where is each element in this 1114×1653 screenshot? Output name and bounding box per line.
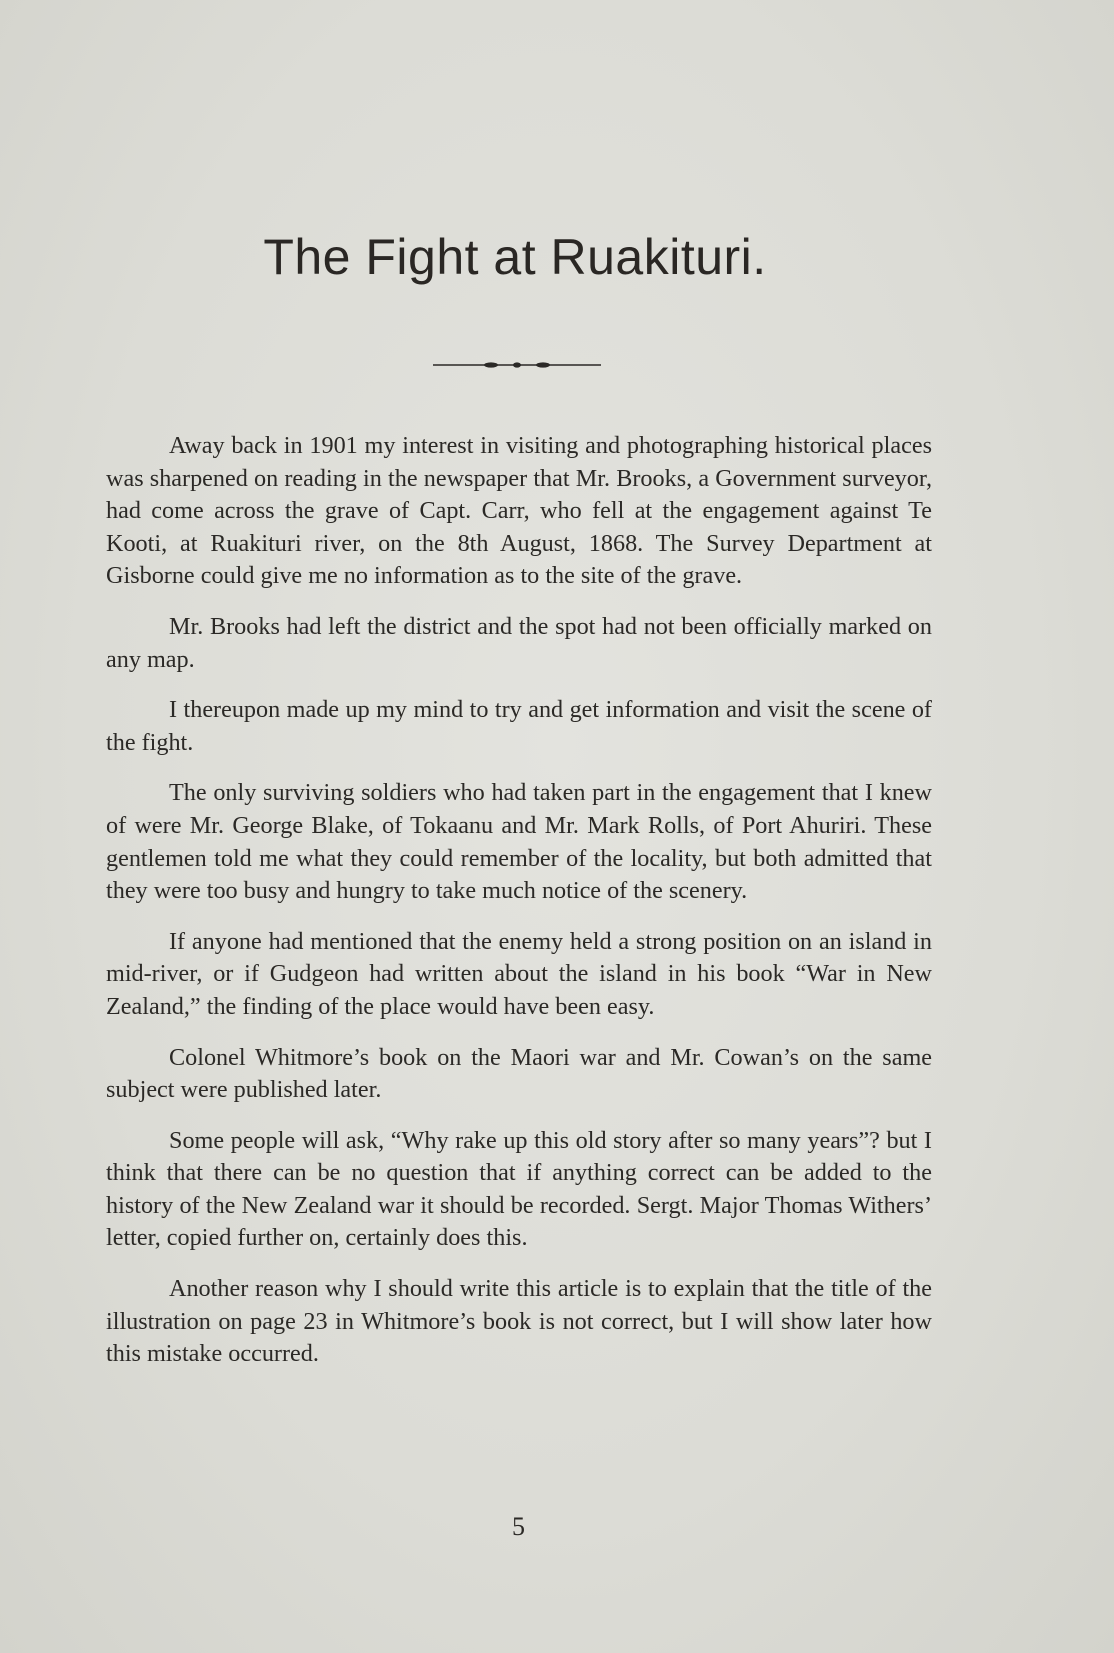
paragraph-2: Mr. Brooks had left the district and the spot had not been officially marked on any map. <box>106 612 932 673</box>
title-ornament-divider <box>433 359 601 371</box>
page-number: 5 <box>512 1512 525 1541</box>
paragraph-6: Colonel Whitmore’s book on the Maori war and Mr. Cowan’s on the same subject were published later. <box>106 1043 932 1104</box>
paragraph-1: Away back in 1901 my interest in visiting and photographing historical places was sharpened on reading in the newspaper that Mr. Brooks, a Government surveyor, had come across the grave of Capt. Carr, who fell at the engagement against Te Kooti, at Ruakituri river, on the 8th August, 1868. The Survey Department at Gisborne could give me no information as to the site of the grave. <box>106 432 932 590</box>
paragraph-7: Some people will ask, “Why rake up this old story after so many years”? but I think that there can be no question that if anything correct can be added to the history of the New Zealand war it should be recorded. Sergt. Major Thomas Withers’ letter, copied further on, certainly does this. <box>106 1126 932 1252</box>
body-text <box>106 430 932 1389</box>
paragraph-4: The only surviving soldiers who had taken part in the engagement that I knew of were Mr. George Blake, of Tokaanu and Mr. Mark Rolls, of Port Ahuriri. These gentlemen told me what they could remember of the locality, but both admitted that they were too busy and hungry to take much notice of the scenery. <box>106 779 932 905</box>
paragraph-3: I thereupon made up my mind to try and get information and visit the scene of the fight. <box>106 696 932 756</box>
paragraph-5: If anyone had mentioned that the enemy held a strong position on an island in mid-river, or if Gudgeon had written about the island in his book “War in New Zealand,” the finding of the place would have been easy. <box>106 927 932 1020</box>
chapter-title: The Fight at Ruakituri. <box>263 229 767 285</box>
paragraph-8: Another reason why I should write this article is to explain that the title of the illustration on page 23 in Whitmore’s book is not correct, but I will show later how this mistake occurred. <box>106 1275 932 1368</box>
